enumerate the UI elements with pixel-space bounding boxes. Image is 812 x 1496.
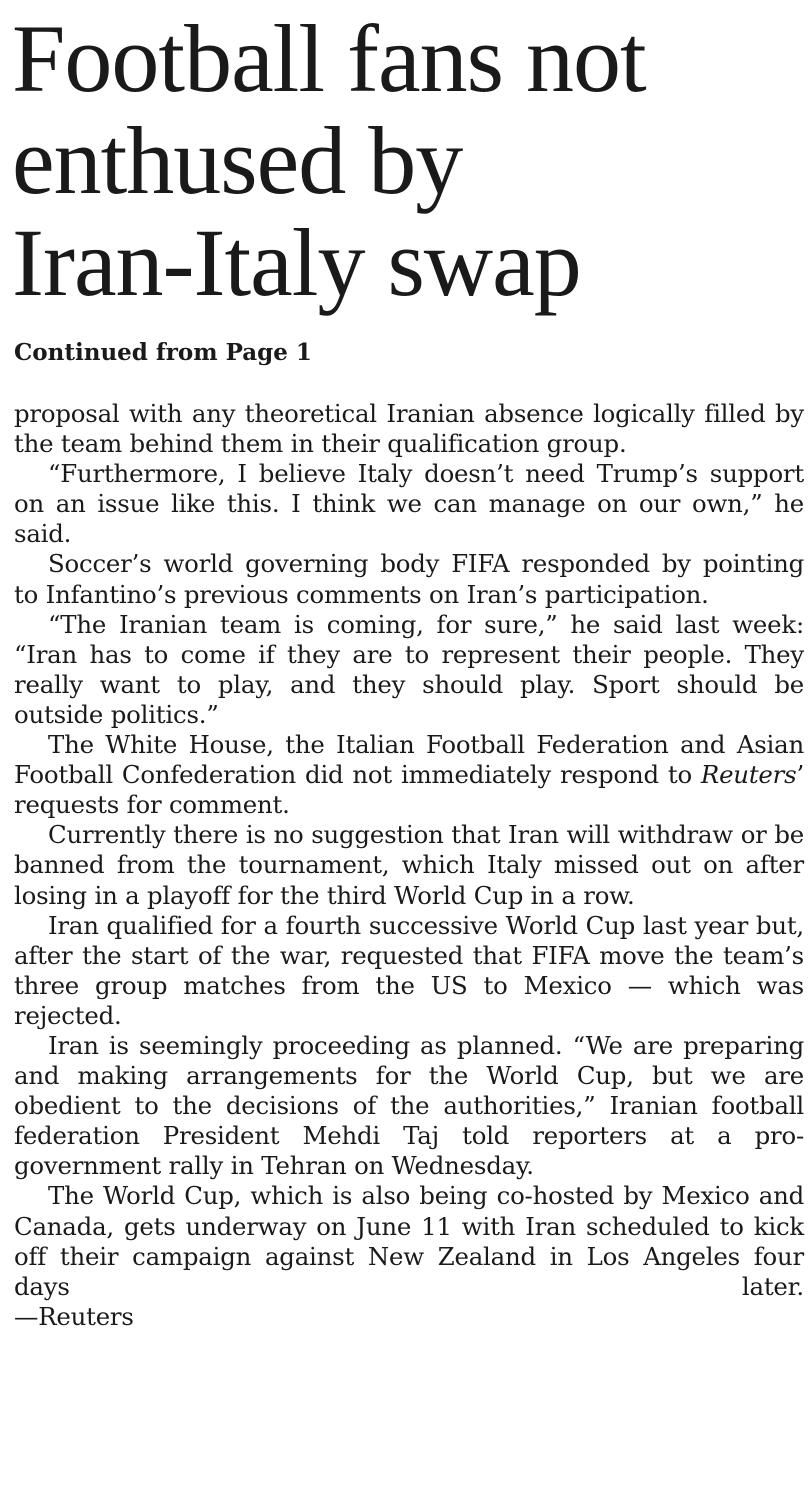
paragraph: “Furthermore, I believe Italy doesn’t need Trump’s support on an issue like this. I think we can manage on our own,” he said. — [14, 459, 804, 549]
paragraph-text: ’ requests for comment. — [14, 760, 804, 820]
headline — [12, 5, 802, 316]
paragraph — [14, 730, 804, 820]
paragraph: Iran qualified for a fourth successive World Cup last year but, after the start of the war, requested that FIFA move the team’s three group matches from the US to Mexico — which was rejected. — [14, 910, 804, 1030]
paragraph: “The Iranian team is coming, for sure,” he said last week: “Iran has to come if they are to represent their people. They really want to play, and they should play. Sport should be outside politics.” — [14, 609, 804, 729]
paragraph: proposal with any theoretical Iranian absence logically filled by the team behind them in their qualification group. — [14, 399, 804, 459]
headline-line-1: Football fans not — [12, 5, 646, 112]
paragraph: The World Cup, which is also being co-hosted by Mexico and Canada, gets underway on June 11 with Iran scheduled to kick off their campaign against New Zealand in Los Angeles four days later. — [14, 1181, 804, 1301]
headline-line-2: enthused by — [12, 107, 463, 214]
byline-credit: —Reuters — [14, 1301, 134, 1331]
paragraph: Soccer’s world governing body FIFA responded by pointing to Infantino’s previous comments on Iran’s participation. — [14, 549, 804, 609]
headline-line-3: Iran-Italy swap — [12, 209, 581, 316]
paragraph: Iran is seemingly proceeding as planned. “We are preparing and making arrangements for the World Cup, but we are obedient to the decisions of the authorities,” Iranian football federation President Mehdi Taj told reporters at a pro-government rally in Tehran on Wednesday. — [14, 1030, 804, 1181]
paragraph: Currently there is no suggestion that Iran will withdraw or be banned from the tournament, which Italy missed out on after losing in a playoff for the third World Cup in a row. — [14, 820, 804, 910]
continued-from-label: Continued from Page 1 — [14, 339, 312, 366]
article-body — [14, 399, 804, 1332]
source-italic: Reuters — [700, 760, 797, 790]
paragraph-text: The White House, the Italian Football Federation and Asian Football Confederation did not immediately respond to — [14, 730, 804, 790]
